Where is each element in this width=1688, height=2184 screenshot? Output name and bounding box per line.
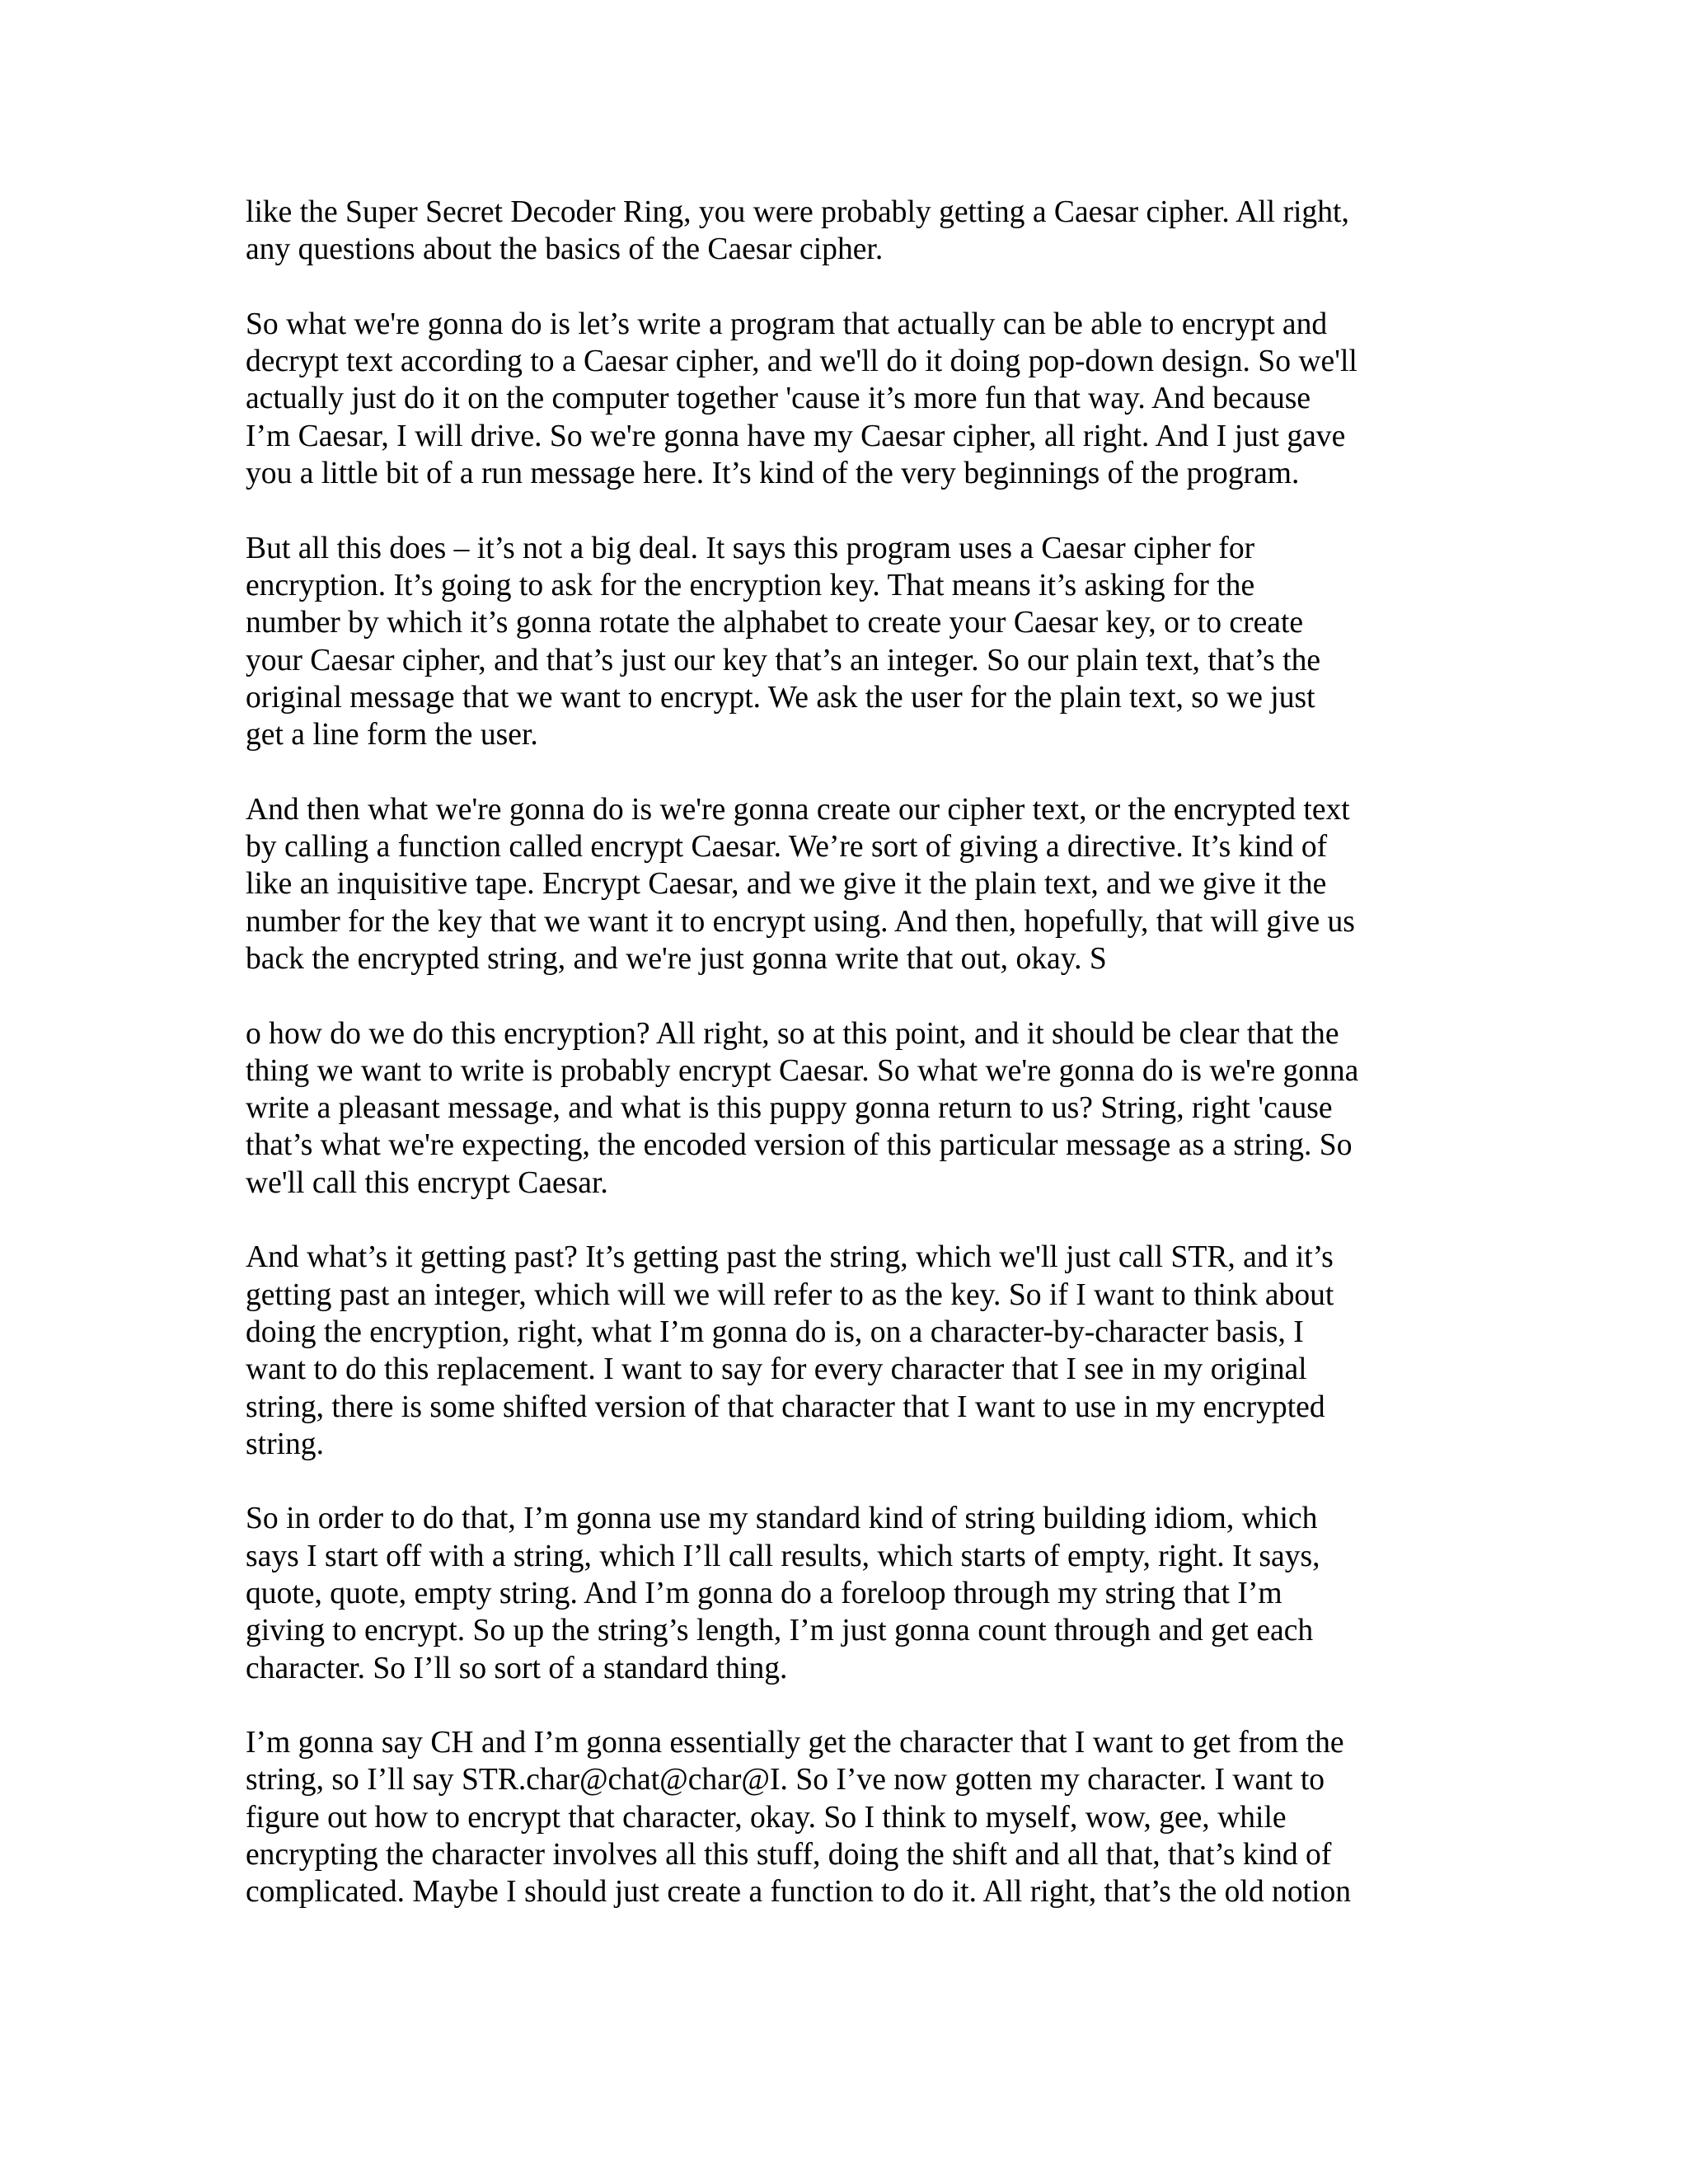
paragraph-4: And then what we're gonna do is we're gonna create our cipher text, or the encrypted text by calling a function called encrypt Caesar. We’re sort of giving a directive. It’s kind of like an inquisitive tape. Encrypt Caesar, and we give it the plain text, and we give it the number for the key that we want it to encrypt using. And then, hopefully, that will give us back the encrypted string, and we're just gonna write that out, okay. S	[246, 792, 1355, 976]
paragraph-5: o how do we do this encryption? All right, so at this point, and it should be clear that the thing we want to write is probably encrypt Caesar. So what we're gonna do is we're gonna write a pleasant message, and what is this puppy gonna return to us? String, right 'cause that’s what we're expecting, the encoded version of this particular message as a string. So we'll call this encrypt Caesar.	[246, 1016, 1359, 1200]
paragraph-3: But all this does – it’s not a big deal. It says this program uses a Caesar cipher for encryption. It’s going to ask for the encryption key. That means it’s asking for the number by which it’s gonna rotate the alphabet to create your Caesar key, or to create your Caesar cipher, and that’s just our key that’s an integer. So our plain text, that’s the original message that we want to encrypt. We ask the user for the plain text, so we just get a line form the user.	[246, 531, 1321, 752]
paragraph-2: So what we're gonna do is let’s write a program that actually can be able to encrypt and decrypt text according to a Caesar cipher, and we'll do it doing pop-down design. So we'll actually just do it on the computer together 'cause it’s more fun that way. And because I’m Caesar, I will drive. So we're gonna have my Caesar cipher, all right. And I just gave you a little bit of a run message here. It’s kind of the very beginnings of the program.	[246, 307, 1357, 491]
paragraph-1: like the Super Secret Decoder Ring, you were probably getting a Caesar cipher. All right, any questions about the basics of the Caesar cipher.	[246, 195, 1349, 267]
paragraph-7: So in order to do that, I’m gonna use my standard kind of string building idiom, which says I start off with a string, which I’ll call results, which starts of empty, right. It says, quote, quote, empty string. And I’m gonna do a foreloop through my string that I’m giving to encrypt. So up the string’s length, I’m just gonna count through and get each character. So I’ll so sort of a standard thing.	[246, 1502, 1320, 1685]
paragraph-6: And what’s it getting past? It’s getting past the string, which we'll just call STR, and it’s getting past an integer, which will we will refer to as the key. So if I want to think about doing the encryption, right, what I’m gonna do is, on a character-by-character basis, I want to do this replacement. I want to say for every character that I see in my original string, there is some shifted version of that character that I want to use in my encrypted string.	[246, 1240, 1334, 1461]
paragraph-8: I’m gonna say CH and I’m gonna essentially get the character that I want to get from the string, so I’ll say STR.char@chat@char@I. So I’ve now gotten my character. I want to figure out how to encrypt that character, okay. So I think to myself, wow, gee, while encrypting the character involves all this stuff, doing the shift and all that, that’s kind of complicated. Maybe I should just create a function to do it. All right, that’s the old notion	[246, 1726, 1352, 1910]
transcript-body	[246, 194, 1441, 1911]
